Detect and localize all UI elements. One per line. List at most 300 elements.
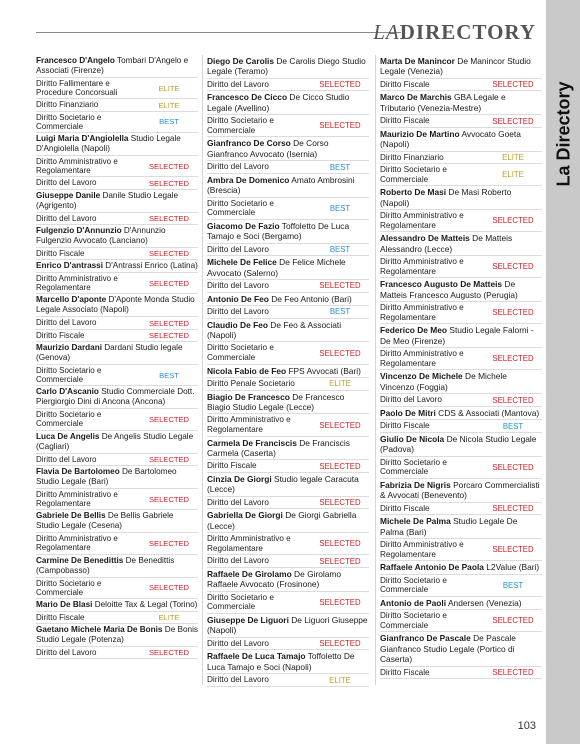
lawyer-name: Giuseppe De Liguori: [207, 615, 289, 626]
rank-badge: SELECTED: [148, 161, 190, 171]
lawyer-heading: [36, 260, 198, 272]
practice-row: [380, 114, 542, 127]
lawyer-heading: [36, 431, 198, 453]
firm-name: Studio Legale Falorni - De Meo (Firenze): [380, 325, 534, 346]
lawyer-heading: [36, 386, 198, 408]
practice-row: [36, 329, 198, 341]
practice-area: Diritto Societario e Commerciale: [207, 343, 274, 363]
header-rule: [36, 32, 401, 33]
practice-area: Diritto Amministrativo e Regolamentare: [380, 257, 464, 276]
firm-name: Studio Legale De Palma (Bari): [380, 516, 518, 537]
directory-entry: [36, 342, 198, 386]
practice-row: [36, 212, 198, 224]
directory-entry: [207, 391, 369, 437]
practice-row: [207, 591, 369, 613]
practice-area: Diritto Fiscale: [380, 79, 430, 89]
directory-entry: [207, 568, 369, 614]
practice-area: Diritto del Lavoro: [207, 675, 269, 685]
rank-badge: SELECTED: [148, 494, 190, 504]
rank-badge: SELECTED: [148, 538, 190, 548]
rank-badge: BEST: [329, 162, 351, 172]
directory-entry: [36, 599, 198, 624]
practice-row: [207, 114, 369, 136]
rank-badge: ELITE: [329, 675, 351, 685]
lawyer-heading: [380, 324, 542, 347]
directory-entry: [207, 137, 369, 173]
firm-name: De Felice Michele Avvocato (Salerno): [207, 257, 346, 278]
practice-row: [380, 609, 542, 631]
lawyer-name: Giulio De Nicola: [380, 433, 445, 444]
directory-entry: [380, 632, 542, 679]
directory-entry: [207, 365, 369, 391]
practice-area: Diritto Amministrativo e Regolamentare: [36, 489, 118, 509]
practice-row: [207, 78, 369, 91]
page-number: 103: [517, 720, 536, 732]
firm-name: De Bonis Studio Legale (Potenza): [36, 625, 199, 645]
lawyer-name: Cinzia De Giorgi: [207, 474, 272, 485]
practice-area: Diritto Amministrativo e Regolamentare: [380, 303, 464, 322]
lawyer-heading: [207, 319, 369, 342]
practice-area: Diritto del Lavoro: [207, 638, 269, 648]
practice-area: Diritto Societario e Commerciale: [36, 365, 102, 385]
firm-name: CDS & Associati (Mantova): [438, 407, 540, 418]
directory-entry: [380, 91, 542, 127]
practice-row: [36, 646, 198, 658]
practice-area: Diritto Societario e Commerciale: [380, 575, 447, 595]
lawyer-heading: [207, 91, 369, 114]
rank-badge: SELECTED: [319, 539, 361, 549]
firm-name: De Manincor Studio Legale (Venezia): [380, 56, 531, 77]
practice-row: [380, 347, 542, 369]
rank-badge: BEST: [329, 203, 351, 213]
practice-area: Diritto Amministrativo e Regolamentare: [36, 274, 118, 293]
practice-area: Diritto del Lavoro: [207, 162, 269, 172]
lawyer-heading: [380, 370, 542, 393]
firm-name: De Angelis Studio Legale (Cagliari): [36, 431, 194, 451]
firm-name: Studio legale Caracuta (Lecce): [207, 474, 359, 495]
lawyer-heading: [207, 365, 369, 377]
firm-name: Studio Legale D'Angiolella (Napoli): [36, 134, 181, 154]
firm-name: De Michele Vincenzo (Foggia): [380, 371, 507, 392]
lawyer-heading: [380, 232, 542, 255]
practice-area: Diritto Fiscale: [207, 461, 257, 471]
rank-badge: SELECTED: [492, 116, 534, 126]
lawyer-heading: [380, 128, 542, 151]
practice-row: [380, 456, 542, 478]
firm-name: Toffoletto De Luca Tamajo e Soci (Napoli): [207, 651, 355, 672]
practice-row: [36, 111, 198, 132]
rank-badge: SELECTED: [492, 395, 534, 405]
practice-row: [207, 279, 369, 292]
practice-row: [36, 272, 198, 293]
practice-row: [380, 419, 542, 432]
rank-badge: SELECTED: [319, 556, 361, 566]
lawyer-name: Carmine De Benedittis: [36, 555, 124, 565]
directory-entry: [36, 133, 198, 190]
lawyer-heading: [380, 407, 542, 419]
lawyer-name: Federico De Meo: [380, 325, 448, 336]
lawyer-name: Michele De Palma: [380, 516, 451, 527]
firm-name: D'Aponte Monda Studio Legale Associato (Napoli): [36, 295, 195, 315]
practice-area: Diritto Finanziario: [36, 100, 99, 110]
practice-row: [207, 243, 369, 256]
rank-badge: BEST: [502, 421, 524, 431]
practice-row: [36, 364, 198, 385]
rank-badge: SELECTED: [492, 462, 534, 472]
rank-badge: SELECTED: [319, 420, 361, 430]
directory-entry: [207, 220, 369, 256]
practice-row: [380, 209, 542, 231]
lawyer-name: Raffaele De Luca Tamajo: [207, 651, 306, 662]
directory-entry: [36, 431, 198, 466]
directory-entry: [380, 55, 542, 91]
practice-row: [380, 78, 542, 91]
directory-entry: [380, 407, 542, 433]
practice-area: Diritto del Lavoro: [380, 395, 442, 405]
rank-badge: SELECTED: [319, 597, 361, 607]
practice-area: Diritto del Lavoro: [207, 244, 269, 254]
lawyer-name: Francesco Augusto De Matteis: [380, 279, 503, 290]
lawyer-heading: [207, 256, 369, 279]
firm-name: De Matteis Alessandro (Lecce): [380, 233, 513, 254]
lawyer-name: Paolo De Mitri: [380, 407, 436, 418]
practice-row: [207, 496, 369, 509]
practice-area: Diritto del Lavoro: [207, 79, 269, 89]
lawyer-name: Gaetano Michele Maria De Bonis: [36, 625, 163, 635]
practice-area: Diritto Amministrativo e Regolamentare: [36, 157, 118, 176]
directory-entry: [36, 466, 198, 510]
practice-row: [36, 176, 198, 188]
rank-badge: BEST: [329, 244, 351, 254]
lawyer-name: Biagio De Francesco: [207, 391, 290, 402]
rank-badge: ELITE: [502, 152, 524, 162]
practice-area: Diritto Fallimentare e Procedure Concorsuali: [36, 79, 118, 98]
firm-name: L2Value (Bari): [486, 562, 540, 573]
rank-badge: ELITE: [158, 613, 180, 623]
directory-entry: [380, 186, 542, 232]
directory-entry: [36, 386, 198, 430]
practice-row: [36, 577, 198, 598]
directory-entry: [36, 294, 198, 341]
practice-row: [207, 532, 369, 554]
directory-entry: [207, 473, 369, 509]
firm-name: Porcaro Commercialisti & Avvocati (Benevento): [380, 479, 540, 501]
rank-badge: SELECTED: [148, 278, 190, 288]
lawyer-name: Mario De Blasi: [36, 600, 93, 610]
rank-badge: BEST: [159, 117, 179, 127]
directory-entry: [380, 597, 542, 633]
rank-badge: ELITE: [158, 100, 180, 110]
rank-badge: ELITE: [329, 379, 351, 389]
firm-name: Deloitte Tax & Legal (Torino): [94, 600, 198, 610]
side-tab-label: La Directory: [553, 81, 574, 187]
firm-name: Avvocato Goeta (Napoli): [380, 128, 521, 150]
lawyer-heading: [207, 293, 369, 305]
directory-entry: [380, 232, 542, 278]
rank-badge: SELECTED: [492, 354, 534, 364]
practice-row: [207, 160, 369, 173]
practice-row: [380, 393, 542, 406]
lawyer-name: Giacomo De Fazio: [207, 220, 280, 231]
practice-row: [36, 155, 198, 176]
lawyer-name: Francesco De Cicco: [207, 92, 288, 103]
practice-area: Diritto Fiscale: [380, 667, 430, 677]
lawyer-heading: [207, 509, 369, 532]
practice-row: [36, 77, 198, 98]
directory-entry: [207, 91, 369, 137]
lawyer-heading: [207, 473, 369, 496]
practice-area: Diritto Fiscale: [36, 330, 85, 340]
lawyer-heading: [36, 466, 198, 488]
rank-badge: BEST: [159, 370, 179, 380]
lawyer-heading: [380, 632, 542, 665]
firm-name: GBA Legale e Tributario (Venezia-Mestre): [380, 92, 506, 113]
firm-name: De Franciscis Carmela (Caserta): [207, 437, 350, 459]
firm-name: Toffoletto De Luca Tamajo e Soci (Bergamo): [207, 220, 350, 242]
directory-entry: [207, 174, 369, 220]
lawyer-name: Gabriele De Bellis: [36, 511, 106, 521]
firm-name: De Benedittis (Campobasso): [36, 555, 175, 575]
practice-area: Diritto del Lavoro: [207, 281, 269, 291]
lawyer-name: Gianfranco De Pascale: [380, 633, 471, 644]
practice-area: Diritto Amministrativo e Regolamentare: [380, 349, 464, 368]
rank-badge: SELECTED: [492, 262, 534, 272]
practice-area: Diritto del Lavoro: [36, 178, 97, 188]
lawyer-name: Giuseppe Danile: [36, 190, 101, 200]
lawyer-heading: [36, 624, 198, 646]
firm-name: De Feo & Associati (Napoli): [207, 319, 342, 341]
practice-area: Diritto del Lavoro: [36, 318, 97, 328]
practice-area: Diritto Amministrativo e Regolamentare: [207, 534, 291, 553]
practice-area: Diritto del Lavoro: [36, 648, 97, 658]
practice-row: [207, 554, 369, 567]
rank-badge: SELECTED: [319, 80, 361, 90]
directory-entry: [380, 561, 542, 597]
lawyer-heading: [207, 220, 369, 243]
lawyer-name: Maurizio De Martino: [380, 128, 460, 139]
practice-row: [36, 247, 198, 259]
rank-badge: SELECTED: [319, 461, 361, 471]
lawyer-heading: [36, 225, 198, 247]
directory-entry: [207, 614, 369, 650]
lawyer-heading: [207, 650, 369, 673]
lawyer-name: Antonio De Feo: [207, 293, 269, 304]
directory-columns: [36, 55, 540, 685]
lawyer-heading: [380, 433, 542, 456]
firm-name: De Francesco Biagio Studio Legale (Lecce): [207, 391, 345, 413]
lawyer-heading: [36, 599, 198, 611]
directory-entry: [207, 509, 369, 568]
practice-row: [207, 413, 369, 435]
directory-entry: [36, 555, 198, 599]
practice-row: [380, 255, 542, 277]
lawyer-name: Francesco D'Angelo: [36, 56, 115, 65]
practice-area: Diritto Societario e Commerciale: [380, 165, 447, 184]
directory-entry: [207, 55, 369, 91]
practice-row: [36, 98, 198, 110]
practice-area: Diritto Societario e Commerciale: [207, 198, 274, 218]
directory-entry: [380, 370, 542, 406]
practice-row: [207, 341, 369, 363]
rank-badge: SELECTED: [492, 616, 534, 626]
side-tab-label-box: [552, 78, 576, 190]
practice-row: [380, 666, 542, 679]
practice-area: Diritto Amministrativo e Regolamentare: [36, 534, 118, 553]
rank-badge: SELECTED: [148, 454, 190, 464]
practice-area: Diritto del Lavoro: [207, 556, 269, 566]
lawyer-name: Marco De Marchis: [380, 92, 452, 103]
practice-row: [207, 377, 369, 390]
practice-area: Diritto Societario e Commerciale: [207, 116, 274, 135]
lawyer-name: Nicola Fabio de Feo: [207, 365, 287, 376]
rank-badge: SELECTED: [492, 308, 534, 318]
practice-area: Diritto Amministrativo e Regolamentare: [207, 415, 291, 435]
lawyer-name: Enrico D'antrassi: [36, 261, 104, 271]
practice-area: Diritto del Lavoro: [207, 307, 269, 317]
rank-badge: SELECTED: [148, 213, 190, 223]
directory-entry: [380, 479, 542, 515]
firm-name: Dardani Studio legale (Genova): [36, 342, 183, 362]
directory-entry: [36, 55, 198, 133]
practice-row: [36, 316, 198, 328]
column-divider: [202, 55, 203, 685]
lawyer-name: Luca De Angelis: [36, 431, 100, 441]
lawyer-name: Gabriella De Giorgi: [207, 510, 283, 521]
rank-badge: SELECTED: [319, 281, 361, 291]
practice-row: [36, 532, 198, 553]
lawyer-heading: [36, 555, 198, 577]
lawyer-heading: [207, 614, 369, 637]
practice-row: [36, 488, 198, 509]
header-title: [373, 20, 536, 44]
lawyer-name: Maurizio Dardani: [36, 342, 102, 352]
rank-badge: SELECTED: [319, 498, 361, 508]
lawyer-name: Alessandro De Matteis: [380, 233, 470, 244]
practice-area: Diritto Fiscale: [380, 421, 430, 431]
lawyer-name: Fabrizia De Nigris: [380, 479, 451, 490]
directory-entry: [380, 324, 542, 370]
firm-name: De Corso Gianfranco Avvocato (Isernia): [207, 138, 329, 159]
practice-row: [207, 673, 369, 686]
practice-row: [380, 574, 542, 596]
practice-row: [207, 637, 369, 650]
lawyer-name: Ambra De Domenico: [207, 174, 290, 185]
practice-row: [207, 459, 369, 472]
firm-name: Andersen (Venezia): [447, 597, 522, 608]
practice-row: [207, 305, 369, 318]
directory-column-2: [207, 55, 369, 687]
practice-row: [207, 197, 369, 219]
lawyer-name: Luigi Maria D'Angiolella: [36, 134, 129, 144]
rank-badge: SELECTED: [492, 545, 534, 555]
practice-area: Diritto Societario e Commerciale: [36, 578, 102, 597]
firm-name: De Nicola Studio Legale (Padova): [380, 433, 537, 455]
directory-entry: [380, 433, 542, 479]
directory-entry: [36, 190, 198, 225]
lawyer-heading: [207, 55, 369, 78]
firm-name: De Pascale Gianfranco Studio Legale (Portico di Caserta): [380, 633, 516, 665]
practice-row: [380, 301, 542, 323]
firm-name: Studio Commerciale Dott. Piergiorgio Dini di Ancona (Ancona): [36, 387, 195, 407]
practice-area: Diritto Societario e Commerciale: [36, 112, 102, 131]
firm-name: De Bartolomeo Studio Legale (Bari): [36, 466, 177, 486]
lawyer-heading: [207, 437, 369, 460]
rank-badge: SELECTED: [148, 330, 190, 340]
directory-entry: [36, 510, 198, 554]
rank-badge: ELITE: [158, 83, 180, 93]
lawyer-heading: [36, 55, 198, 77]
firm-name: De Bellis Gabriele Studio Legale (Cesena): [36, 511, 174, 531]
lawyer-name: Carmela De Franciscis: [207, 437, 297, 448]
rank-badge: SELECTED: [492, 216, 534, 226]
lawyer-heading: [380, 597, 542, 609]
page-header: [36, 14, 536, 46]
lawyer-heading: [207, 174, 369, 197]
rank-badge: BEST: [502, 580, 524, 590]
directory-entry: [36, 225, 198, 260]
practice-area: Diritto del Lavoro: [36, 454, 97, 464]
lawyer-name: Claudio De Feo: [207, 319, 268, 330]
directory-entry: [36, 260, 198, 294]
lawyer-heading: [380, 561, 542, 573]
lawyer-heading: [36, 133, 198, 155]
rank-badge: SELECTED: [492, 503, 534, 513]
directory-entry: [380, 278, 542, 324]
directory-entry: [207, 293, 369, 319]
lawyer-name: Diego De Carolis: [207, 56, 275, 66]
lawyer-name: Carlo D'Ascanio: [36, 387, 99, 397]
lawyer-heading: [207, 568, 369, 591]
firm-name: Danile Studio Legale (Agrigento): [36, 190, 178, 210]
practice-area: Diritto Fiscale: [380, 503, 430, 513]
rank-badge: SELECTED: [148, 248, 190, 258]
lawyer-heading: [380, 91, 542, 114]
rank-badge: SELECTED: [148, 414, 190, 424]
header-title-main: DIRECTORY: [399, 20, 536, 44]
firm-name: De Feo Antonio (Bari): [271, 293, 352, 304]
directory-entry: [380, 128, 542, 187]
lawyer-name: Raffaele Antonio De Paola: [380, 562, 484, 573]
lawyer-heading: [36, 342, 198, 364]
practice-row: [36, 611, 198, 623]
column-divider: [375, 55, 376, 685]
firm-name: D'Antrassi Enrico (Latina): [105, 261, 198, 271]
firm-name: De Cicco Studio Legale (Avellino): [207, 92, 350, 113]
directory-entry: [207, 256, 369, 292]
practice-area: Diritto Societario e Commerciale: [380, 611, 447, 630]
practice-row: [380, 502, 542, 515]
lawyer-heading: [380, 515, 542, 538]
rank-badge: SELECTED: [148, 583, 190, 593]
directory-entry: [207, 437, 369, 473]
firm-name: De Masi Roberto (Napoli): [380, 187, 512, 208]
lawyer-name: Marcello D'aponte: [36, 295, 107, 305]
practice-area: Diritto del Lavoro: [207, 497, 269, 507]
practice-area: Diritto Amministrativo e Regolamentare: [380, 540, 464, 559]
lawyer-name: Gianfranco De Corso: [207, 138, 291, 149]
lawyer-heading: [36, 294, 198, 316]
lawyer-heading: [36, 510, 198, 532]
directory-entry: [207, 319, 369, 365]
directory-entry: [36, 624, 198, 659]
rank-badge: SELECTED: [319, 348, 361, 358]
header-title-prefix: LA: [373, 20, 400, 44]
lawyer-heading: [380, 479, 542, 502]
directory-entry: [207, 650, 369, 686]
practice-area: Diritto Societario e Commerciale: [207, 592, 274, 612]
practice-area: Diritto Penale Societario: [207, 379, 295, 389]
firm-name: Amato Ambrosini (Brescia): [207, 174, 355, 196]
